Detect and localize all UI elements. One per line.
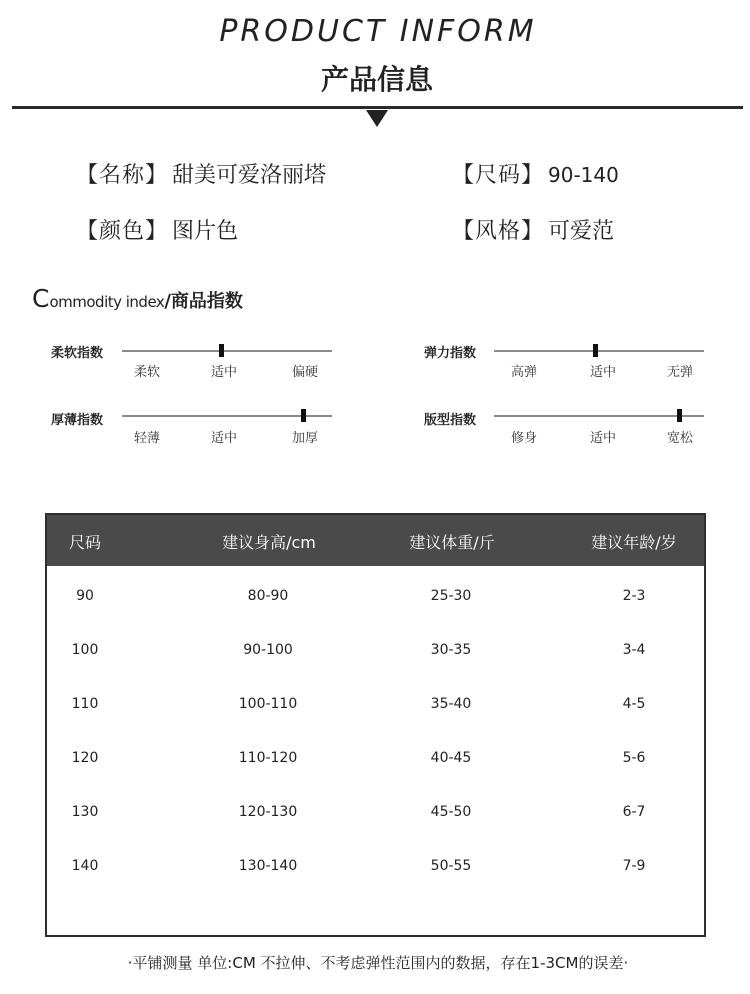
index-marker-fit (677, 409, 682, 422)
title-english: PRODUCT INFORM (219, 14, 537, 49)
info-color (76, 214, 238, 245)
info-color-key: 【颜色】 (76, 219, 169, 244)
commodity-title-en: ommodity index (49, 293, 165, 311)
table-cell: 120 (71, 750, 99, 766)
table-cell: 50-55 (430, 858, 472, 874)
table-cell: 80-90 (247, 588, 289, 604)
table-cell: 130 (71, 804, 99, 820)
index-option: 适中 (589, 431, 617, 446)
commodity-title-cn: /商品指数 (164, 291, 243, 312)
measurement-footnote: ·平铺测量 单位:CM 不拉伸、不考虑弹性范围内的数据，存在1-3CM的误差· (127, 954, 629, 972)
size-table-header (47, 515, 704, 566)
title-divider (12, 106, 743, 109)
table-cell: 35-40 (430, 696, 472, 712)
table-cell: 100 (71, 642, 99, 658)
table-cell: 100-110 (238, 696, 298, 712)
index-marker-softness (219, 344, 224, 357)
table-cell: 90-100 (243, 642, 293, 658)
index-option: 无弹 (666, 365, 694, 380)
info-size-value: 90-140 (548, 163, 619, 187)
index-track-softness (122, 350, 332, 352)
info-style-value: 可爱范 (548, 219, 615, 244)
table-cell: 25-30 (430, 588, 472, 604)
column-header-height: 建议身高/cm (222, 533, 316, 552)
title-chinese: 产品信息 (320, 63, 433, 96)
index-option: 轻薄 (133, 431, 161, 446)
index-option: 宽松 (666, 431, 694, 446)
table-cell: 7-9 (622, 858, 646, 874)
table-cell: 120-130 (238, 804, 298, 820)
commodity-index-title (32, 284, 243, 313)
table-cell: 110 (71, 696, 99, 712)
index-option: 加厚 (291, 431, 319, 446)
index-option: 适中 (210, 365, 238, 380)
info-size-key: 【尺码】 (452, 163, 545, 188)
column-header-size: 尺码 (68, 533, 102, 552)
down-arrow-icon (366, 110, 388, 127)
table-cell: 45-50 (430, 804, 472, 820)
table-cell: 6-7 (622, 804, 646, 820)
info-name-key: 【名称】 (76, 163, 169, 188)
table-cell: 2-3 (622, 588, 646, 604)
table-cell: 3-4 (622, 642, 646, 658)
index-label-elasticity: 弹力指数 (424, 346, 477, 361)
commodity-title-initial: C (32, 284, 50, 313)
index-label-thickness: 厚薄指数 (51, 413, 104, 428)
table-cell: 140 (71, 858, 99, 874)
index-label-fit: 版型指数 (424, 413, 477, 428)
info-style (452, 214, 614, 245)
index-marker-elasticity (593, 344, 598, 357)
index-option: 修身 (510, 431, 538, 446)
info-name-value: 甜美可爱洛丽塔 (172, 163, 327, 188)
table-cell: 90 (76, 588, 94, 604)
table-cell: 130-140 (238, 858, 298, 874)
index-option: 适中 (589, 365, 617, 380)
index-marker-thickness (301, 409, 306, 422)
table-cell: 4-5 (622, 696, 646, 712)
index-option: 偏硬 (291, 365, 319, 380)
info-size (452, 158, 619, 189)
table-cell: 40-45 (430, 750, 472, 766)
index-label-softness: 柔软指数 (51, 346, 104, 361)
column-header-weight: 建议体重/斤 (409, 533, 495, 552)
size-table (45, 513, 706, 937)
table-cell: 110-120 (238, 750, 298, 766)
index-track-elasticity (494, 350, 704, 352)
info-style-key: 【风格】 (452, 219, 545, 244)
table-cell: 5-6 (622, 750, 646, 766)
index-option: 高弹 (510, 365, 538, 380)
table-cell: 30-35 (430, 642, 472, 658)
info-name (76, 158, 326, 189)
column-header-age: 建议年龄/岁 (591, 533, 677, 552)
index-option: 适中 (210, 431, 238, 446)
index-track-fit (494, 415, 704, 417)
index-option: 柔软 (133, 365, 161, 380)
info-color-value: 图片色 (172, 219, 239, 244)
